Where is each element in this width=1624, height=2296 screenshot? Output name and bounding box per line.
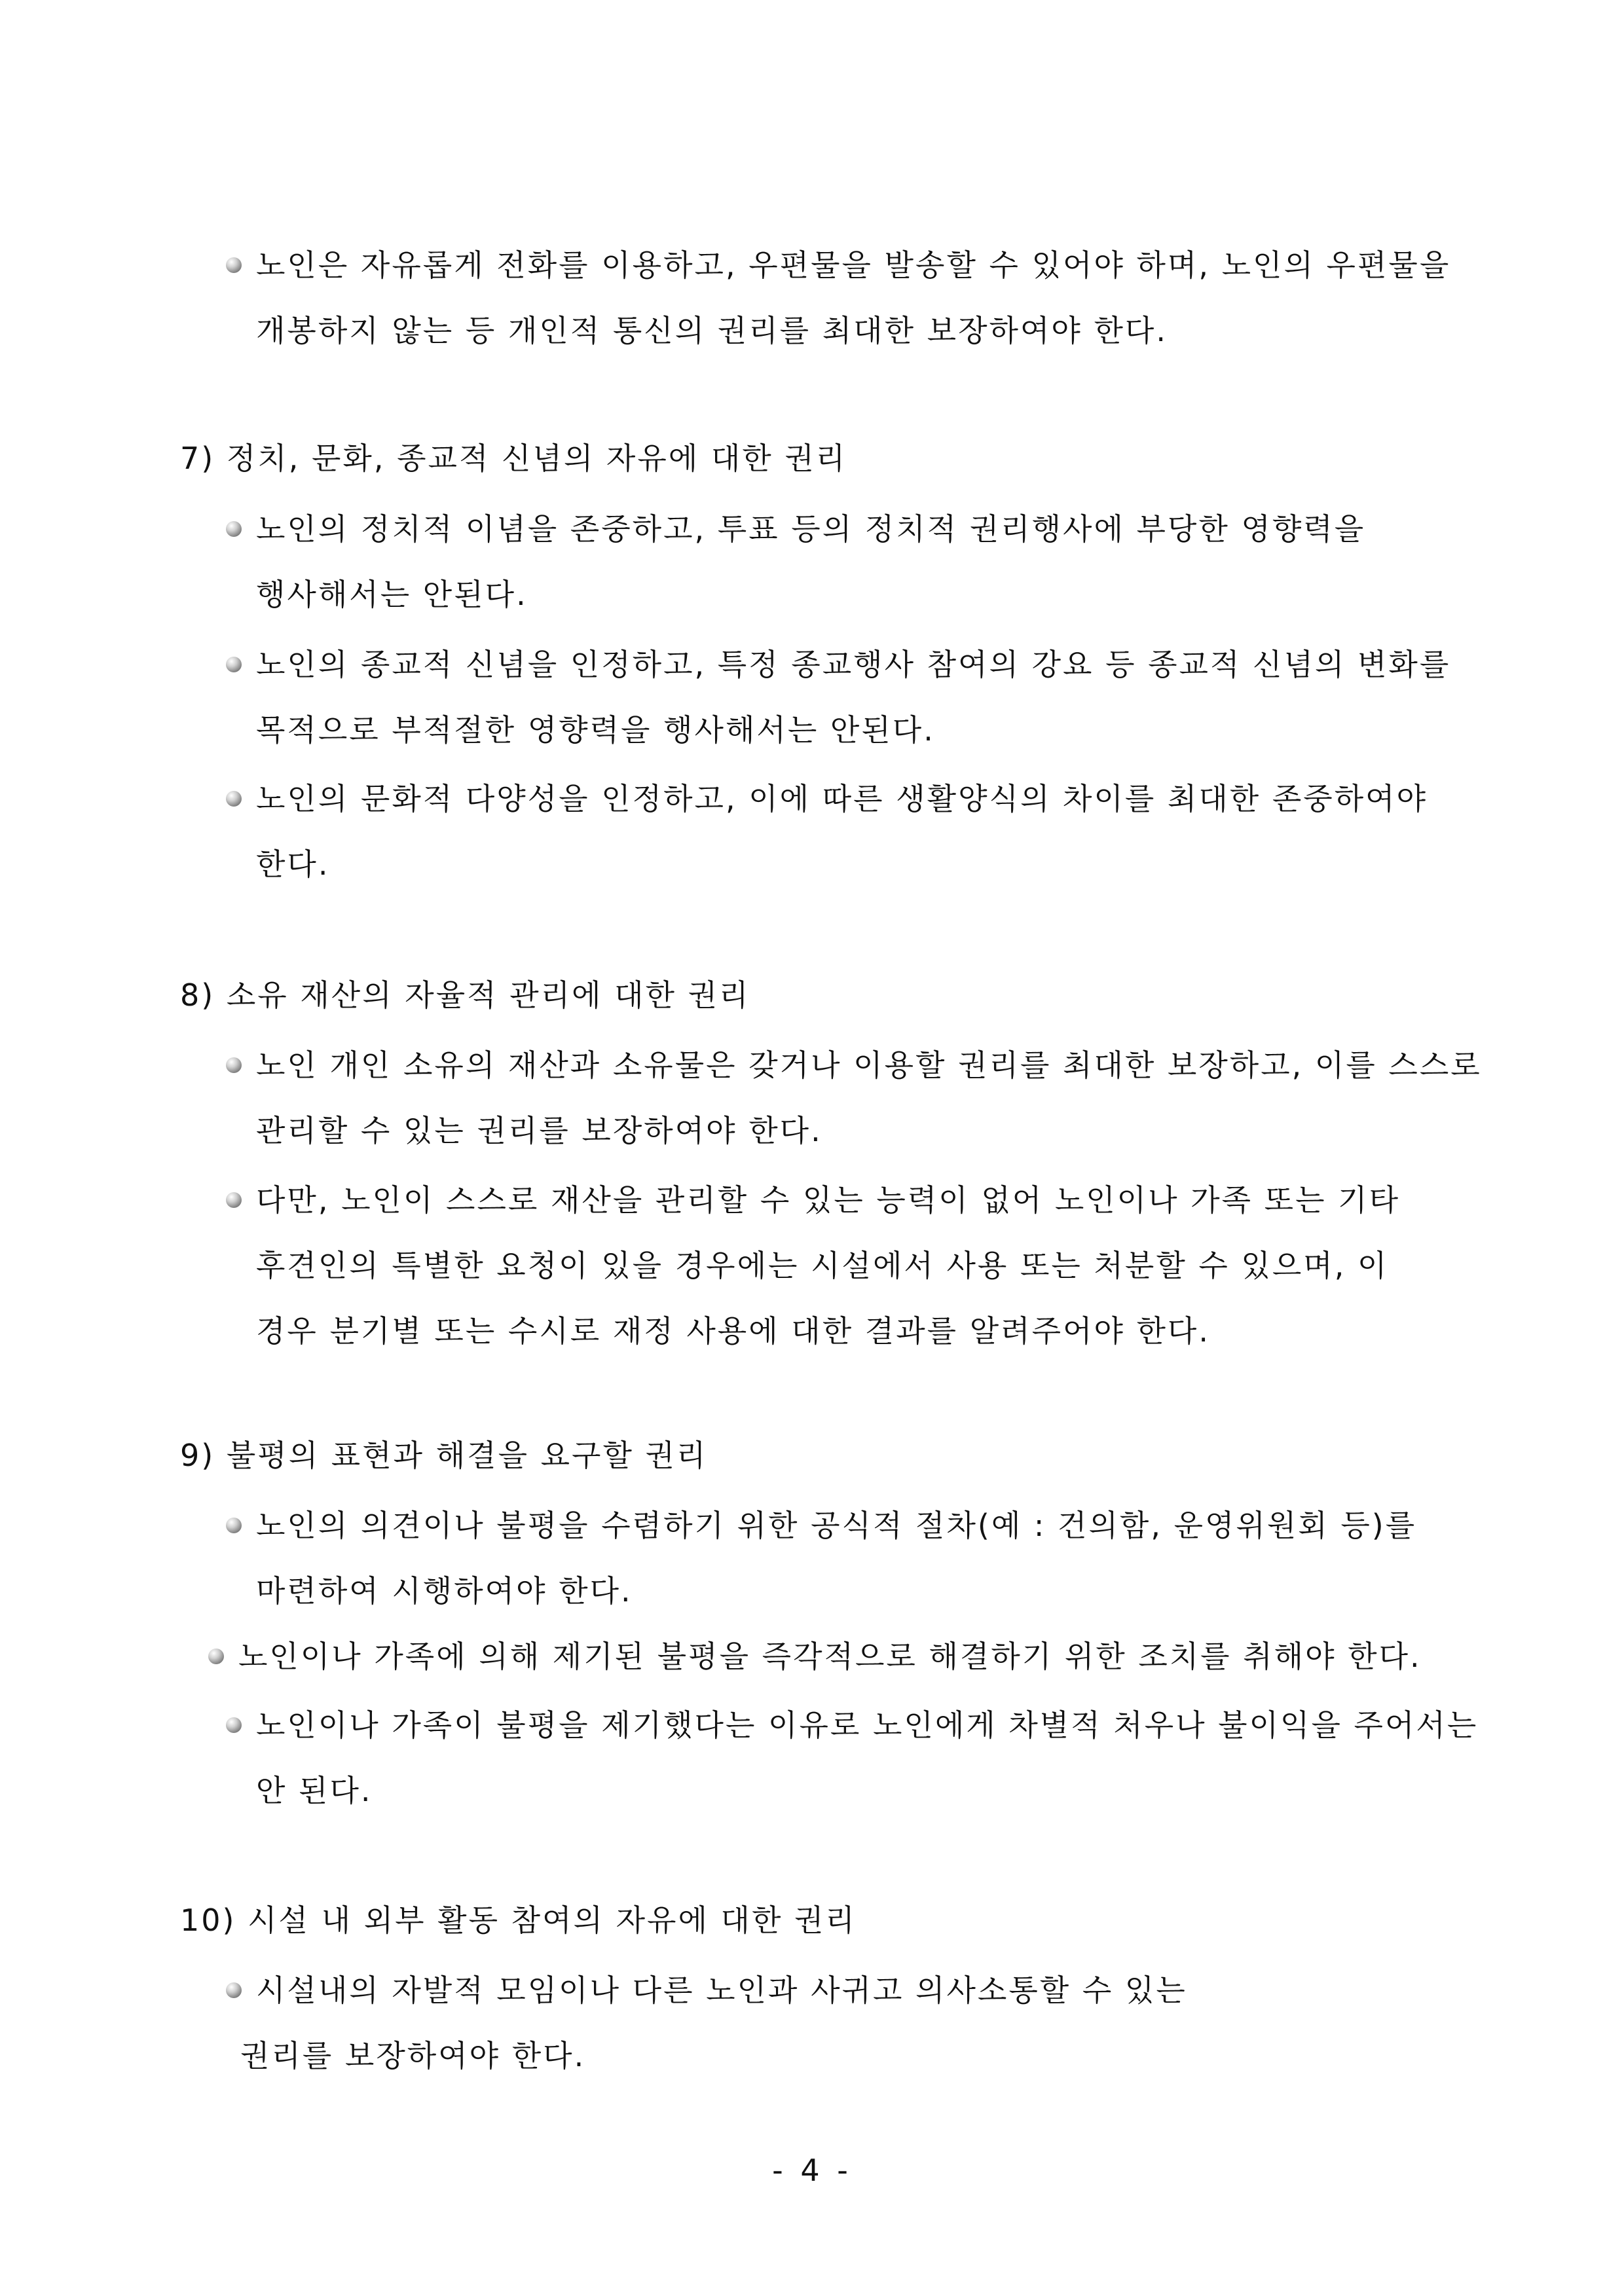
list-item-text: 다만, 노인이 스스로 재산을 관리할 수 있는 능력이 없어 노인이나 가족 또는 기타 xyxy=(256,1182,1401,1218)
bullet-icon xyxy=(208,1649,224,1664)
list-item xyxy=(226,1046,1482,1150)
bullet-icon xyxy=(226,1518,242,1533)
list-item-text: 개봉하지 않는 등 개인적 통신의 권리를 최대한 보장하여야 한다. xyxy=(256,313,1168,348)
list-item-text: 노인 개인 소유의 재산과 소유물은 갖거나 이용할 권리를 최대한 보장하고, 이를 스스로 xyxy=(256,1048,1482,1083)
page-number: - 4 - xyxy=(772,2153,852,2188)
bullet-icon xyxy=(226,657,242,672)
list-item-text: 목적으로 부적절한 영향력을 행사해서는 안된다. xyxy=(256,712,935,748)
list-item xyxy=(226,246,1457,350)
list-item xyxy=(226,509,1457,614)
list-item xyxy=(226,1971,1457,2075)
list-item xyxy=(226,779,1457,884)
section-heading-8: 8) 소유 재산의 자율적 관리에 대한 권리 xyxy=(180,977,750,1013)
list-item xyxy=(226,1705,1479,1810)
bullet-icon xyxy=(226,1057,242,1073)
section-heading-7: 7) 정치, 문화, 종교적 신념의 자유에 대한 권리 xyxy=(180,441,847,476)
list-item-text: 관리할 수 있는 권리를 보장하여야 한다. xyxy=(256,1113,822,1148)
list-item-text: 노인의 문화적 다양성을 인정하고, 이에 따른 생활양식의 차이를 최대한 존중하여야 xyxy=(256,781,1428,816)
list-item-text: 한다. xyxy=(256,847,330,882)
list-item xyxy=(226,645,1457,750)
list-item xyxy=(208,1637,1439,1676)
list-item-text: 안 된다. xyxy=(256,1773,373,1808)
section-heading-9: 9) 불평의 표현과 해결을 요구할 권리 xyxy=(180,1438,708,1473)
list-item-text: 노인의 의견이나 불평을 수렴하기 위한 공식적 절차(예 : 건의함, 운영위원회 등)를 xyxy=(256,1508,1417,1543)
list-item xyxy=(226,1506,1457,1611)
bullet-icon xyxy=(226,1192,242,1208)
bullet-icon xyxy=(226,1982,242,1998)
list-item-text: 후견인의 특별한 요청이 있을 경우에는 시설에서 사용 또는 처분할 수 있으며, 이 xyxy=(256,1248,1389,1283)
bullet-icon xyxy=(226,257,242,273)
list-item-text: 노인이나 가족에 의해 제기된 불평을 즉각적으로 해결하기 위한 조치를 취해야 한다. xyxy=(238,1639,1422,1674)
list-item-text: 노인은 자유롭게 전화를 이용하고, 우편물을 발송할 수 있어야 하며, 노인의 우편물을 xyxy=(256,247,1451,283)
bullet-icon xyxy=(226,521,242,537)
section-heading-10: 10) 시설 내 외부 활동 참여의 자유에 대한 권리 xyxy=(180,1903,857,1938)
list-item-text: 권리를 보장하여야 한다. xyxy=(240,2038,586,2073)
list-item-text: 마련하여 시행하여야 한다. xyxy=(256,1573,633,1609)
list-item-text: 노인의 정치적 이념을 존중하고, 투표 등의 정치적 권리행사에 부당한 영향력을 xyxy=(256,511,1366,547)
list-item xyxy=(226,1180,1457,1351)
list-item-text: 경우 분기별 또는 수시로 재정 사용에 대한 결과를 알려주어야 한다. xyxy=(256,1313,1210,1349)
bullet-icon xyxy=(226,791,242,807)
list-item-text: 시설내의 자발적 모임이나 다른 노인과 사귀고 의사소통할 수 있는 xyxy=(256,1973,1187,2008)
list-item-text: 행사해서는 안된다. xyxy=(256,577,528,612)
bullet-icon xyxy=(226,1717,242,1733)
list-item-text: 노인이나 가족이 불평을 제기했다는 이유로 노인에게 차별적 처우나 불이익을 주어서는 xyxy=(256,1707,1479,1743)
list-item-text: 노인의 종교적 신념을 인정하고, 특정 종교행사 참여의 강요 등 종교적 신념의 변화를 xyxy=(256,647,1451,682)
